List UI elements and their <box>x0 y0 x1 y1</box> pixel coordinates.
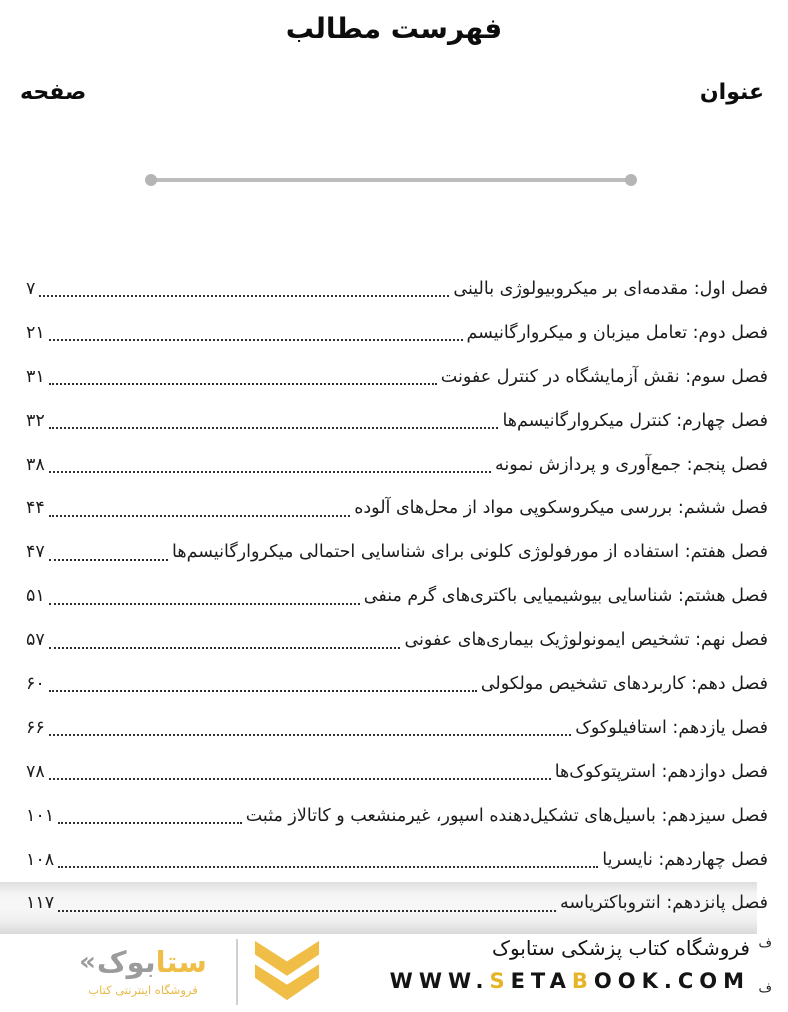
toc-entry <box>26 355 768 399</box>
edge-letter-mark: ف <box>758 936 772 951</box>
toc-entry <box>26 794 768 838</box>
column-headers <box>20 80 764 105</box>
page-number: ۵۱ <box>26 586 45 607</box>
toc-entry <box>26 838 768 882</box>
page-number: ۷۸ <box>26 761 45 782</box>
column-header-title: عنوان <box>699 80 764 105</box>
page-number: ۶۶ <box>26 717 45 738</box>
toc-entry <box>26 750 768 794</box>
dotted-leader <box>49 368 437 385</box>
page-number: ۱۰۱ <box>26 805 55 826</box>
toc-list <box>26 267 768 925</box>
wordmark-segment: بوک <box>96 944 156 979</box>
header-divider-line <box>150 178 632 182</box>
dotted-leader <box>58 895 556 912</box>
logo-kaf-chevron-icon: « <box>79 947 96 977</box>
page-number: ۳۸ <box>26 454 45 475</box>
dotted-leader <box>58 807 242 824</box>
dotted-leader <box>49 500 350 517</box>
store-name: فروشگاه کتاب پزشکی ستابوک <box>492 936 750 960</box>
url-segment: B <box>571 969 594 993</box>
url-segment: OOK.COM <box>593 969 750 993</box>
toc-entry <box>26 443 768 487</box>
page-number: ۷ <box>26 278 36 299</box>
url-segment: S <box>489 969 511 993</box>
dotted-leader <box>49 675 477 692</box>
logo-wordmark <box>62 944 224 979</box>
toc-entry <box>26 881 768 925</box>
dotted-leader <box>58 851 598 868</box>
double-chevron-emblem-icon <box>250 938 324 1006</box>
chapter-title: فصل سیزدهم: باسیل‌های تشکیل‌دهنده اسپور، غیرمنشعب و کاتالاز مثبت <box>245 805 768 826</box>
dotted-leader <box>49 412 499 429</box>
dotted-leader <box>49 544 168 561</box>
page-number: ۵۷ <box>26 630 45 651</box>
dotted-leader <box>49 456 491 473</box>
toc-entry <box>26 662 768 706</box>
dotted-leader <box>49 719 571 736</box>
page-number: ۳۲ <box>26 410 45 431</box>
column-header-page: صفحه <box>20 80 87 105</box>
wordmark-segment: ستا <box>155 944 207 979</box>
dotted-leader <box>49 588 360 605</box>
dotted-leader <box>49 324 463 341</box>
page-number: ۴۴ <box>26 498 45 519</box>
page-number: ۳۱ <box>26 366 45 387</box>
chapter-title: فصل سوم: نقش آزمایشگاه در کنترل عفونت <box>440 366 768 387</box>
chapter-title: فصل ششم: بررسی میکروسکوپی مواد از محل‌های آلوده <box>354 498 768 519</box>
setabook-logo <box>62 938 324 1006</box>
toc-entry <box>26 530 768 574</box>
page-title: فهرست مطالب <box>285 12 503 45</box>
chapter-title: فصل چهاردهم: نایسریا <box>602 849 768 870</box>
url-segment: ETA <box>510 969 572 993</box>
chapter-title: فصل یازدهم: استافیلوکوک <box>575 717 768 738</box>
page-number: ۱۰۸ <box>26 849 55 870</box>
chapter-title: فصل دوازدهم: استرپتوکوک‌ها <box>554 761 768 782</box>
chapter-title: فصل پانزدهم: انتروباکتریاسه <box>559 893 768 914</box>
page-number: ۶۰ <box>26 673 45 694</box>
logo-tagline: فروشگاه اینترنتی کتاب <box>88 982 198 997</box>
toc-entry <box>26 486 768 530</box>
dotted-leader <box>49 632 401 649</box>
dotted-leader <box>39 280 449 297</box>
logo-divider-line <box>236 939 238 1005</box>
chapter-title: فصل نهم: تشخیص ایمونولوژیک بیماری‌های عفونی <box>404 630 768 651</box>
url-segment: WWW. <box>389 969 490 993</box>
dotted-leader <box>49 763 551 780</box>
chapter-title: فصل اول: مقدمه‌ای بر میکروبیولوژی بالینی <box>453 278 768 299</box>
page-number: ۲۱ <box>26 322 45 343</box>
edge-letter-mark: ف <box>758 981 772 996</box>
chapter-title: فصل دهم: کاربردهای تشخیص مولکولی <box>480 673 768 694</box>
toc-entry <box>26 311 768 355</box>
chapter-title: فصل چهارم: کنترل میکروارگانیسم‌ها <box>502 410 768 431</box>
page-number: ۴۷ <box>26 542 45 563</box>
toc-entry <box>26 706 768 750</box>
toc-entry <box>26 618 768 662</box>
website-url <box>390 969 750 993</box>
toc-entry <box>26 574 768 618</box>
toc-entry <box>26 267 768 311</box>
toc-entry <box>26 399 768 443</box>
footer-info <box>390 936 750 993</box>
chapter-title: فصل دوم: تعامل میزبان و میکروارگانیسم <box>466 322 768 343</box>
chapter-title: فصل هشتم: شناسایی بیوشیمیایی باکتری‌های گرم منفی <box>363 586 768 607</box>
page-number: ۱۱۷ <box>26 893 55 914</box>
chapter-title: فصل هفتم: استفاده از مورفولوژی کلونی برای شناسایی احتمالی میکروارگانیسم‌ها <box>172 542 768 563</box>
chapter-title: فصل پنجم: جمع‌آوری و پردازش نمونه <box>494 454 768 475</box>
logo-wordmark-block <box>62 944 224 997</box>
